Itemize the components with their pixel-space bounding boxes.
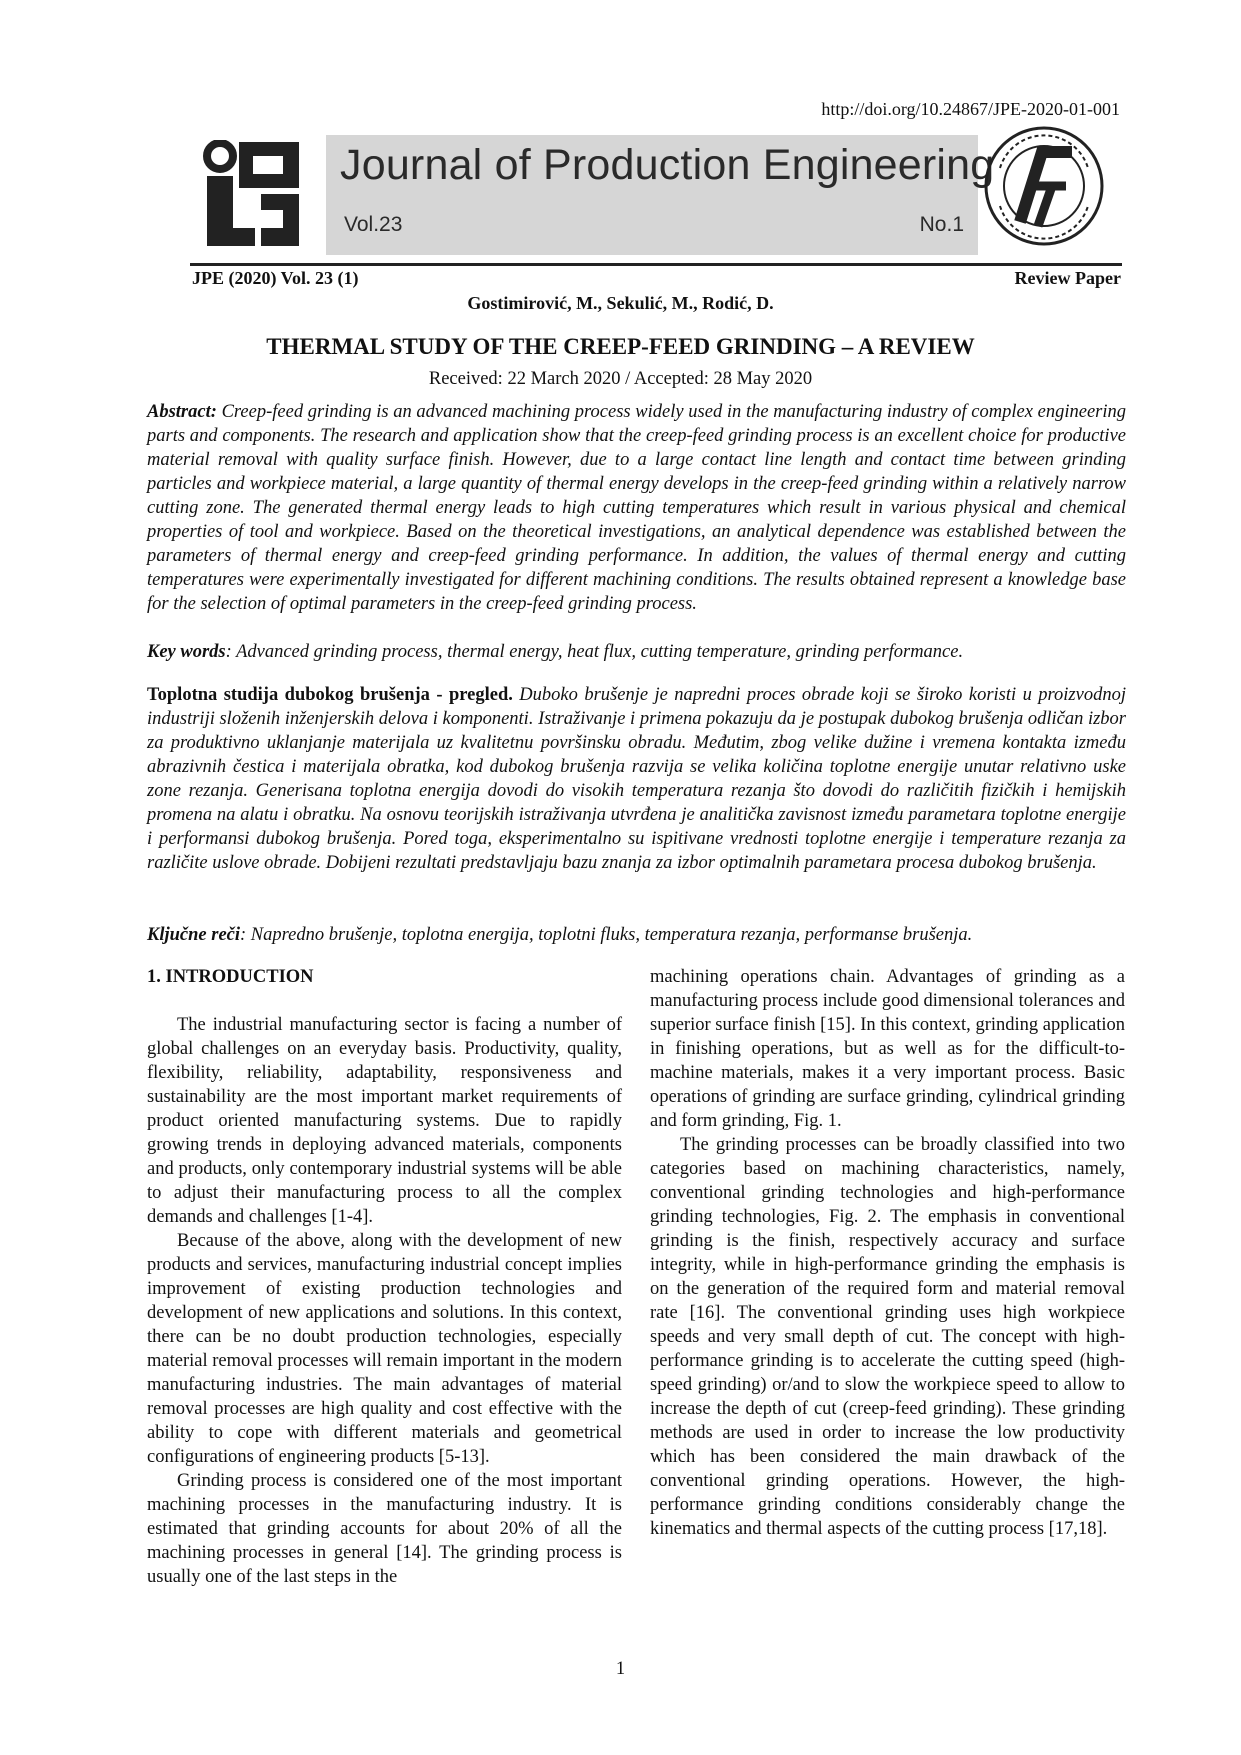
journal-number: No.1 xyxy=(919,213,964,236)
section-heading: 1. INTRODUCTION xyxy=(147,967,314,987)
jpe-logo xyxy=(203,140,307,252)
abstract xyxy=(147,400,1126,616)
keywords xyxy=(147,640,1126,664)
keywords-text: : Advanced grinding process, thermal energy, heat flux, cutting temperature, grinding performance. xyxy=(225,642,964,662)
serbian-keywords-label: Ključne reči xyxy=(147,925,241,945)
abstract-text: Creep-feed grinding is an advanced machining process widely used in the manufacturing industry of complex engineering parts and components. The research and application show that the creep-feed grinding process is an excellent choice for productive material removal with quality surface finish. However, due to a large contact line length and contact time between grinding particles and workpiece material, a large quantity of thermal energy develops in the creep-feed grinding within a relatively narrow cutting zone. The generated thermal energy leads to high cutting temperatures which result in various physical and chemical properties of tool and workpiece. Based on the theoretical investigations, an analytical dependence was established between the parameters of thermal energy and creep-feed grinding performance. In addition, the values of thermal energy and cutting temperatures were experimentally investigated for different machining conditions. The results obtained represent a knowledge base for the selection of optimal parameters in the creep-feed grinding process. xyxy=(147,402,1126,614)
paper-title: THERMAL STUDY OF THE CREEP-FEED GRINDING – A REVIEW xyxy=(266,334,975,359)
doi-link[interactable]: http://doi.org/10.24867/JPE-2020-01-001 xyxy=(821,99,1120,119)
journal-reference: JPE (2020) Vol. 23 (1) xyxy=(192,268,359,288)
paragraph: Grinding process is considered one of the most important machining processes in the manufacturing industry. It is estimated that grinding accounts for about 20% of all the machining processes in general [14]. The grinding process is usually one of the last steps in the xyxy=(147,1471,622,1587)
serbian-text: Duboko brušenje je napredni proces obrade koji se široko koristi u proizvodnoj industriji složenih inženjerskih delova i komponenti. Istraživanje i primena pokazuju da je postupak dubokog brušenja odličan izbor za produktivno uklanjanje materijala uz kvalitetnu površinsku obradu. Međutim, zbog velike dužine i vremena kontakta između abrazivnih čestica i materijala obratka, kod dubokog brušenja razvija se velika količina toplotne energije unutar relativno uske zone rezanja. Generisana toplotna energija dovodi do visokih temperatura rezanja što dovodi do različitih fizičkih i hemijskih promena na alatu i obratku. Na osnovu teorijskih istraživanja utvrđena je analitička zavisnost između parametara toplotne energije i performansi dubokog brušenja. Pored toga, eksperimentalno su ispitivane vrednosti toplotne energije i temperature rezanja za različite uslove obrade. Dobijeni rezultati predstavljaju bazu znanja za izbor optimalnih parametara procesa dubokog brušenja. xyxy=(147,685,1126,873)
serbian-title: Toplotna studija dubokog brušenja - pregled. xyxy=(147,685,513,705)
right-column xyxy=(650,965,1125,1541)
serbian-abstract xyxy=(147,683,1126,875)
abstract-label: Abstract: xyxy=(147,402,217,422)
paragraph: machining operations chain. Advantages of grinding as a manufacturing process include good dimensional tolerances and superior surface finish [15]. In this context, grinding application in finishing operations, but as well as for the difficult-to-machine materials, makes it a very important process. Basic operations of grinding are surface grinding, cylindrical grinding and form grinding, Fig. 1. xyxy=(650,967,1125,1131)
journal-banner xyxy=(326,135,995,255)
keywords-label: Key words xyxy=(147,642,226,662)
header-rule xyxy=(190,263,1122,266)
paragraph: Because of the above, along with the development of new products and services, manufacturing industrial concept implies improvement of existing production technologies and development of new applications and solutions. In this context, there can be no doubt production technologies, especially material removal processes will remain important in the modern manufacturing industries. The main advantages of material removal processes are high quality and cost effective with the ability to cope with different materials and geometrical configurations of engineering products [5-13]. xyxy=(147,1231,622,1467)
serbian-keywords-text: : Napredno brušenje, toplotna energija, toplotni fluks, temperatura rezanja, performanse brušenja. xyxy=(240,925,973,945)
paragraph: The grinding processes can be broadly classified into two categories based on machining characteristics, namely, conventional grinding technologies and high-performance grinding technologies, Fig. 2. The emphasis in conventional grinding is the finish, respectively accuracy and surface integrity, while in high-performance grinding the emphasis is on the generation of the required form and material removal rate [16]. The conventional grinding uses high workpiece speeds and very small depth of cut. The concept with high-performance grinding is to accelerate the cutting speed (high-speed grinding) or/and to slow the workpiece speed to allow to increase the depth of cut (creep-feed grinding). These grinding methods are used in order to increase the low productivity which has been considered the main drawback of the conventional grinding operations. However, the high-performance grinding conditions considerably change the kinematics and thermal aspects of the cutting process [17,18]. xyxy=(650,1135,1125,1539)
authors: Gostimirović, M., Sekulić, M., Rodić, D. xyxy=(467,293,774,313)
serbian-keywords xyxy=(147,923,1126,947)
received-dates: Received: 22 March 2020 / Accepted: 28 May 2020 xyxy=(428,369,813,389)
journal-volume: Vol.23 xyxy=(344,213,403,236)
paragraph: The industrial manufacturing sector is facing a number of global challenges on an everyday basis. Productivity, quality, flexibility, reliability, adaptability, responsiveness and sustainability are the most important market requirements of product oriented manufacturing systems. Due to rapidly growing trends in deploying advanced materials, components and products, only contemporary industrial systems will be able to adjust their manufacturing process to all the complex demands and challenges [1-4]. xyxy=(147,1015,622,1227)
left-column xyxy=(147,965,622,1589)
paper-type: Review Paper xyxy=(1014,268,1121,288)
faculty-seal-icon xyxy=(980,122,1108,250)
journal-title: Journal of Production Engineering xyxy=(340,141,995,189)
page-number: 1 xyxy=(615,1659,626,1679)
